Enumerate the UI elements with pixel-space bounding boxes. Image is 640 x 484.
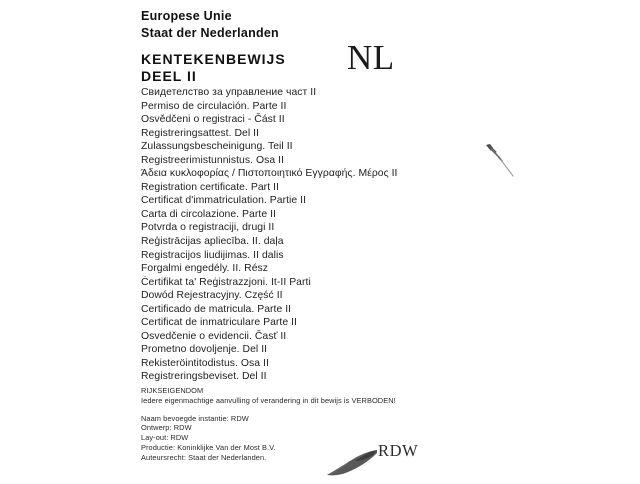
rdw-wordmark: RDW xyxy=(378,441,419,460)
country-code: NL xyxy=(347,38,395,77)
authority-line-eu: Europese Unie xyxy=(141,9,232,23)
rdw-logo xyxy=(325,440,430,480)
translation-line: Carta di circolazione. Parte II xyxy=(141,208,276,220)
translation-line: Dowód Rejestracyjny. Część II xyxy=(141,290,283,302)
quill-feather-icon xyxy=(325,449,381,479)
translations-list xyxy=(141,86,481,384)
translation-line: Rekisteröintitodistus. Osa II xyxy=(141,357,269,369)
quill-watermark-icon xyxy=(480,140,524,186)
authority-line-state: Staat der Nederlanden xyxy=(141,25,279,40)
translation-line: Zulassungsbescheinigung. Teil II xyxy=(141,141,293,153)
translation-line: Forgalmi engedély. II. Rész xyxy=(141,263,269,275)
translation-line: Certificat de inmatriculare Parte II xyxy=(141,317,297,329)
translation-line: Registreringsbeviset. Del II xyxy=(141,371,267,383)
translation-line: Registration certificate. Part II xyxy=(141,181,279,193)
translation-line: Certificado de matricula. Parte II xyxy=(141,303,292,315)
footer-spacer xyxy=(141,406,471,414)
translation-line: Permiso de circulación. Parte II xyxy=(141,100,287,112)
translation-line: Reģistrācijas apliecība. II. daļa xyxy=(141,236,284,248)
page-title: KENTEKENBEWIJS xyxy=(141,51,286,67)
translation-line: Registracijos liudijimas. II dalis xyxy=(141,249,284,261)
translation-line: Άδεια κυκλοφορίας / Πιστοποιητικό Εγγραφής. Μέρος II xyxy=(141,168,398,180)
credit-line: Naam bevoegde instantie: RDW xyxy=(141,413,249,423)
translation-line: Свидетелство за управление част II xyxy=(141,87,317,98)
document-title xyxy=(141,51,441,84)
alteration-warning: Iedere eigenmachtige aanvulling of verandering in dit bewijs is VERBODEN! xyxy=(141,395,396,405)
translation-line: Registreringsattest. Del II xyxy=(141,127,260,139)
credit-line: Productie: Koninklijke Van der Most B.V. xyxy=(141,442,276,452)
translation-line: Ċertifikat ta' Reġistrazzjoni. It-II Parti xyxy=(141,276,311,288)
translation-line: Prometno dovoljenje. Del II xyxy=(141,344,268,356)
translation-line: Certificat d'immatriculation. Partie II xyxy=(141,195,307,207)
credit-line: Auteursrecht: Staat der Nederlanden. xyxy=(141,452,267,462)
translation-line: Osvědčeni o registraci - Část II xyxy=(141,114,285,126)
ownership-label: RIJKSEIGENDOM xyxy=(141,386,204,395)
document-header xyxy=(141,8,441,84)
page-subtitle: DEEL II xyxy=(141,67,197,84)
credit-line: Ontwerp: RDW xyxy=(141,423,192,433)
credit-line: Lay-out: RDW xyxy=(141,433,189,443)
translation-line: Osvedčenie o evidencii. Časť II xyxy=(141,330,287,342)
translation-line: Potvrda o registraciji, drugi II xyxy=(141,222,275,234)
translation-line: Registreerimistunnistus. Osa II xyxy=(141,154,285,166)
